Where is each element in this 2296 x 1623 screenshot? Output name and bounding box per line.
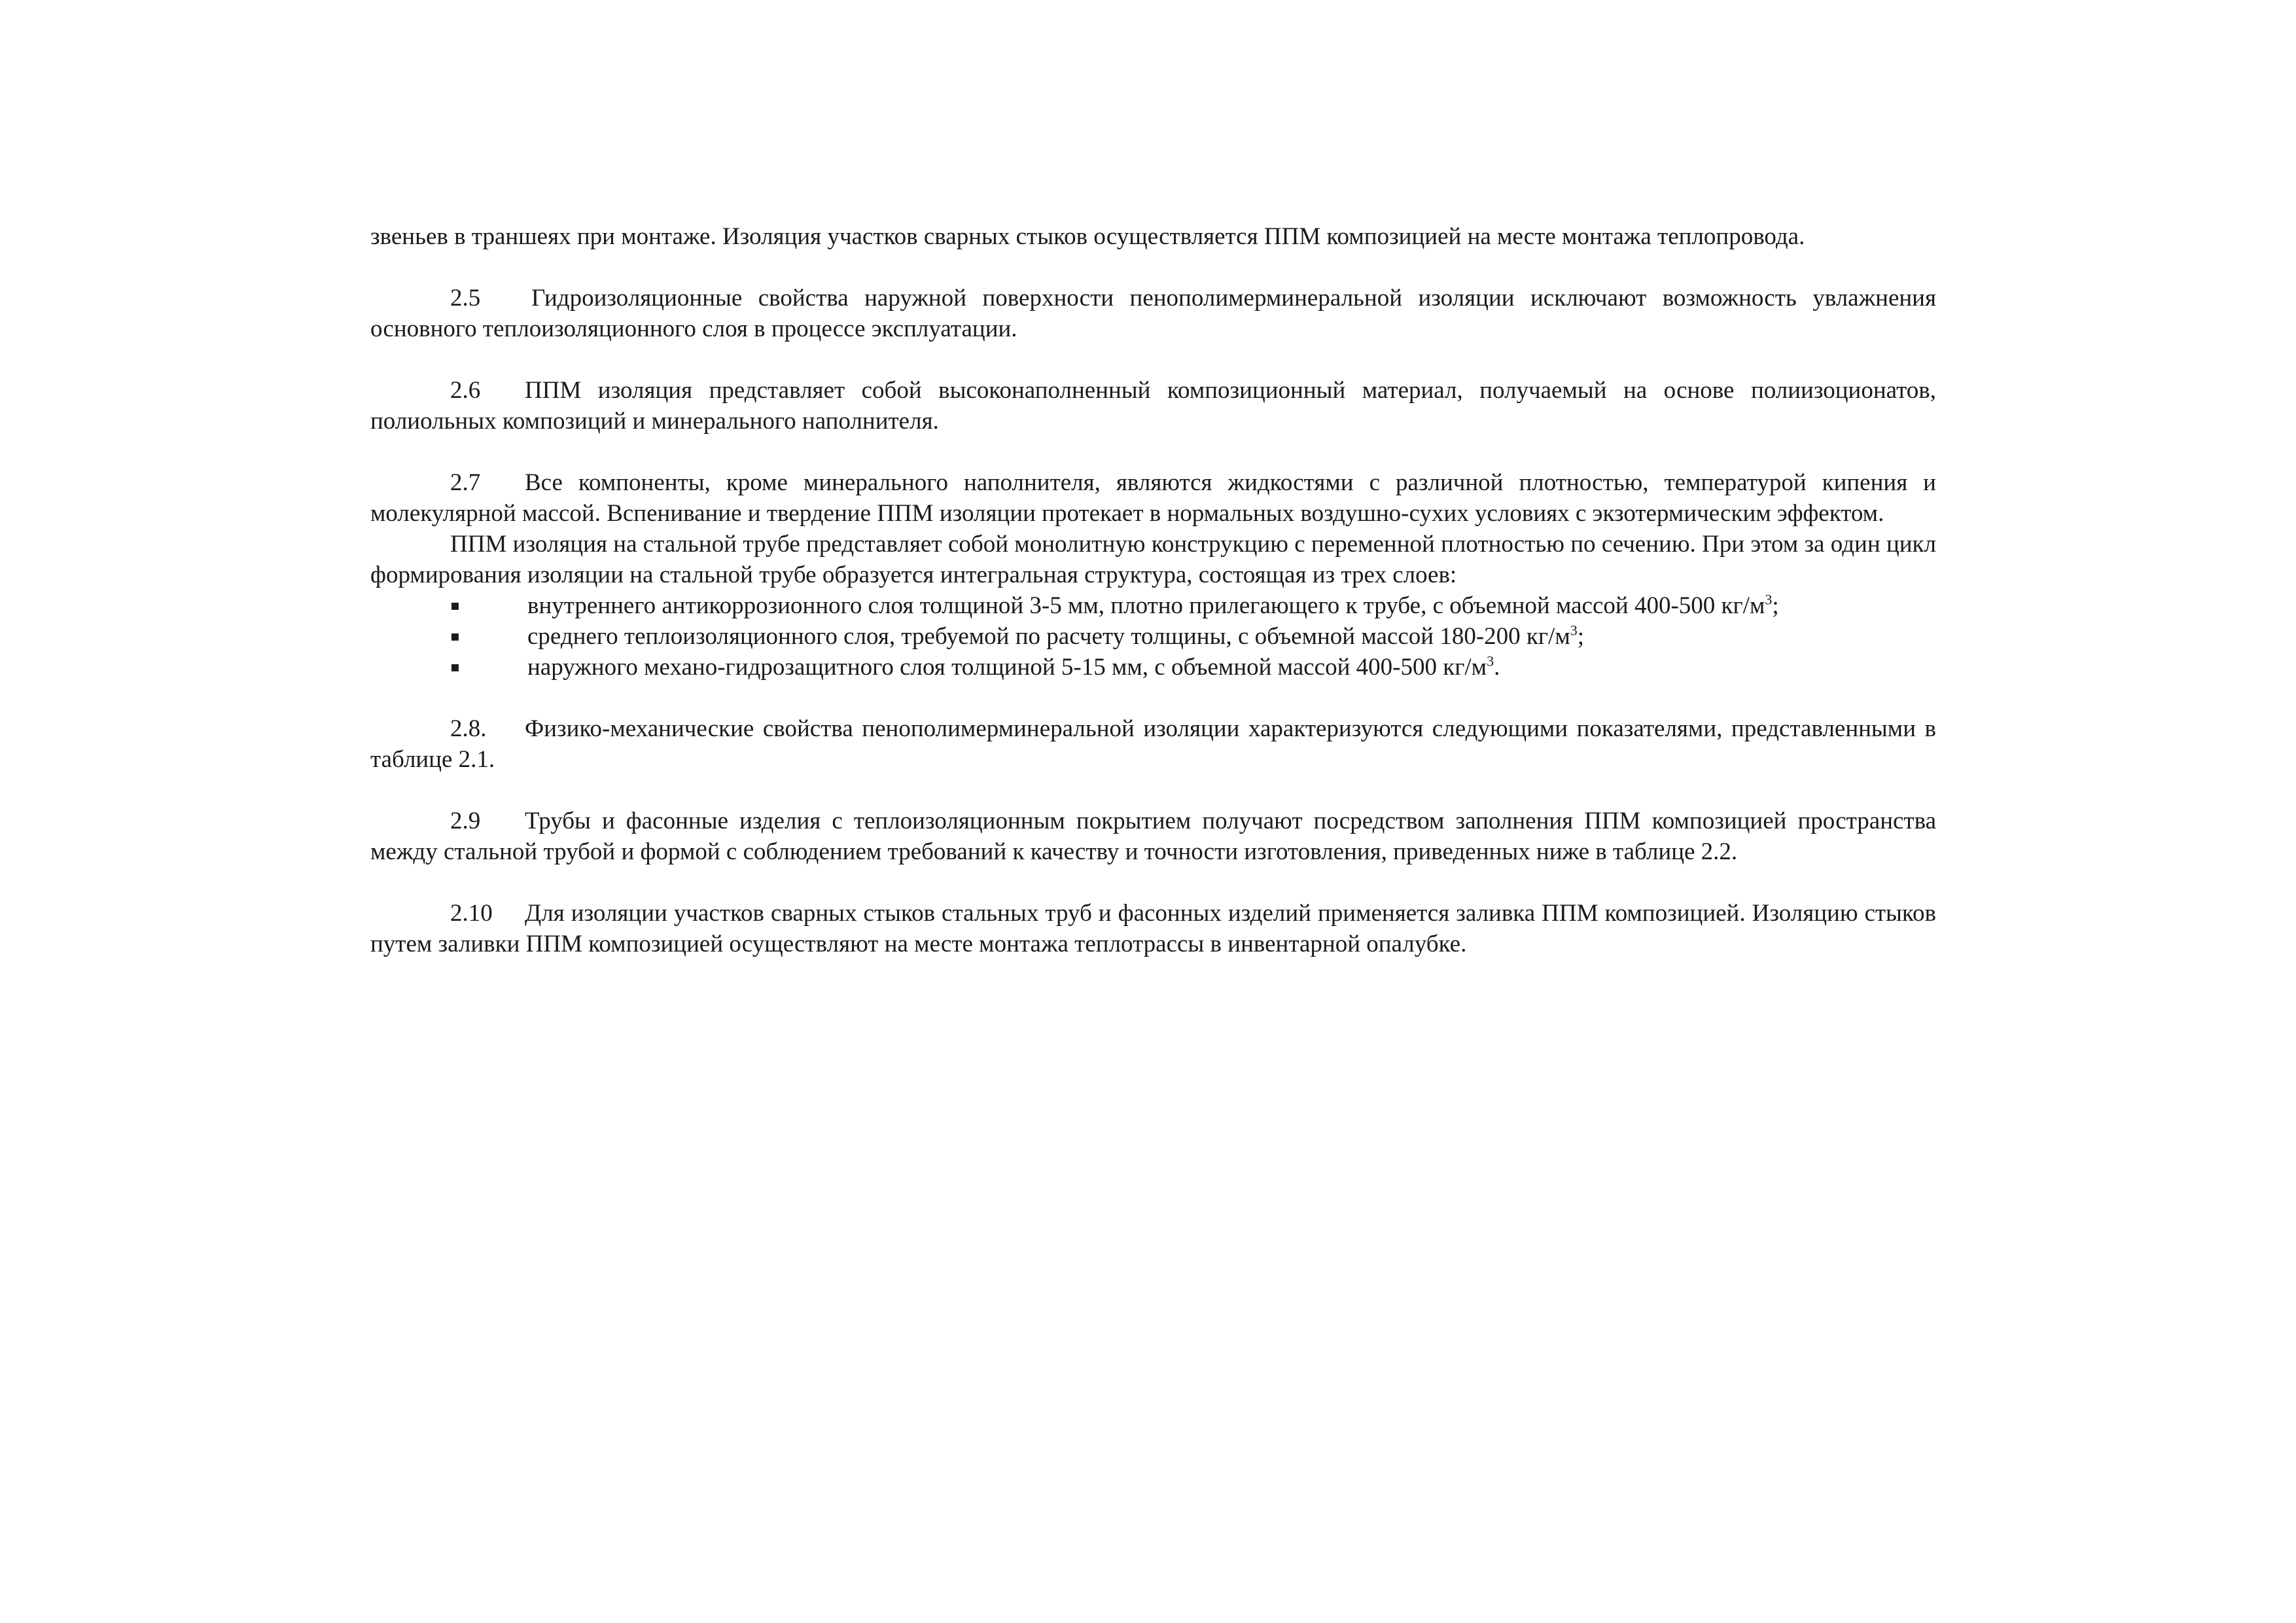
paragraph-structure: ППМ изоляция на стальной трубе представляет собой монолитную конструкцию с переменной плотностью по сечению. При этом за один цикл формирования изоляции на стальной трубе образуется интегральная структура, состоящая из трех слоев: bbox=[370, 531, 1936, 588]
unit-label: $кг/м^3$ bbox=[1721, 591, 1773, 619]
list-item bbox=[370, 652, 1936, 683]
paragraph-2-9 bbox=[370, 806, 1936, 867]
paragraph-2-6 bbox=[370, 375, 1936, 437]
paragraph-2-8 bbox=[370, 713, 1936, 775]
unit-label: $кг/м^3$ bbox=[1526, 622, 1578, 650]
paragraph-number: 2.7 bbox=[450, 469, 481, 496]
list-item bbox=[370, 621, 1936, 652]
paragraph-number: 2.5 bbox=[450, 285, 481, 312]
bullet-icon: ▪ bbox=[450, 628, 460, 645]
paragraph-gap bbox=[370, 437, 1936, 467]
paragraph-number: 2.10 bbox=[450, 900, 493, 927]
paragraph-text: Физико-механические свойства пенополимерминеральной изоляции характеризуются следующими показателями, представленными в таблице 2.1. bbox=[370, 715, 1936, 773]
bullet-icon: ▪ bbox=[450, 597, 460, 614]
paragraph-2-7 bbox=[370, 467, 1936, 529]
bullet-icon: ▪ bbox=[450, 659, 460, 675]
paragraph-gap bbox=[370, 252, 1936, 283]
paragraph-text: ППМ изоляция представляет собой высоконаполненный композиционный материал, получаемый на основе полиизоционатов, полиольных композиций и минерального наполнителя. bbox=[370, 377, 1936, 435]
list-item-end: ; bbox=[1577, 623, 1585, 650]
list-item-text: среднего теплоизоляционного слоя, требуемой по расчету толщины, с объемной массой 180-200 bbox=[527, 623, 1521, 650]
list-item-text: внутреннего антикоррозионного слоя толщиной 3-5 мм, плотно прилегающего к трубе, с объемной массой 400-500 bbox=[527, 592, 1716, 619]
list-item-end: . bbox=[1494, 654, 1500, 681]
paragraph-2-5 bbox=[370, 283, 1936, 344]
paragraph-text: Трубы и фасонные изделия с теплоизоляционным покрытием получают посредством заполнения ППМ композицией пространства между стальной трубой и формой с соблюдением требований к качеству и точности изготовления, приведенных ниже в таблице 2.2. bbox=[370, 808, 1936, 865]
document-body bbox=[370, 221, 1936, 959]
paragraph-text: Все компоненты, кроме минерального наполнителя, являются жидкостями с различной плотностью, температурой кипения и молекулярной массой. Вспенивание и твердение ППМ изоляции протекает в нормальных воздушно-сухих условиях с экзотермическим эффектом. bbox=[370, 469, 1936, 527]
unit-label: $кг/м^3$ bbox=[1443, 652, 1494, 681]
paragraph-gap bbox=[370, 867, 1936, 898]
paragraph-gap bbox=[370, 683, 1936, 713]
paragraph-number: 2.9 bbox=[450, 808, 481, 834]
list-item-end: ; bbox=[1772, 592, 1779, 619]
paragraph-number: 2.6 bbox=[450, 377, 481, 404]
paragraph-gap bbox=[370, 344, 1936, 375]
paragraph-2-10 bbox=[370, 898, 1936, 959]
paragraph-number: 2.8. bbox=[450, 715, 487, 742]
paragraph-text: Для изоляции участков сварных стыков стальных труб и фасонных изделий применяется заливка ППМ композицией. Изоляцию стыков путем заливки ППМ композицией осуществляют на месте монтажа теплотрассы в инвентарной опалубке. bbox=[370, 900, 1936, 957]
list-item bbox=[370, 590, 1936, 621]
list-item-text: наружного механо-гидрозащитного слоя толщиной 5-15 мм, с объемной массой 400-500 bbox=[527, 654, 1437, 681]
paragraph-intro: звеньев в траншеях при монтаже. Изоляция участков сварных стыков осуществляется ППМ композицией на месте монтажа теплопровода. bbox=[370, 223, 1805, 250]
paragraph-text: Гидроизоляционные свойства наружной поверхности пенополимерминеральной изоляции исключают возможность увлажнения основного теплоизоляционного слоя в процессе эксплуатации. bbox=[370, 285, 1936, 342]
paragraph-gap bbox=[370, 775, 1936, 806]
